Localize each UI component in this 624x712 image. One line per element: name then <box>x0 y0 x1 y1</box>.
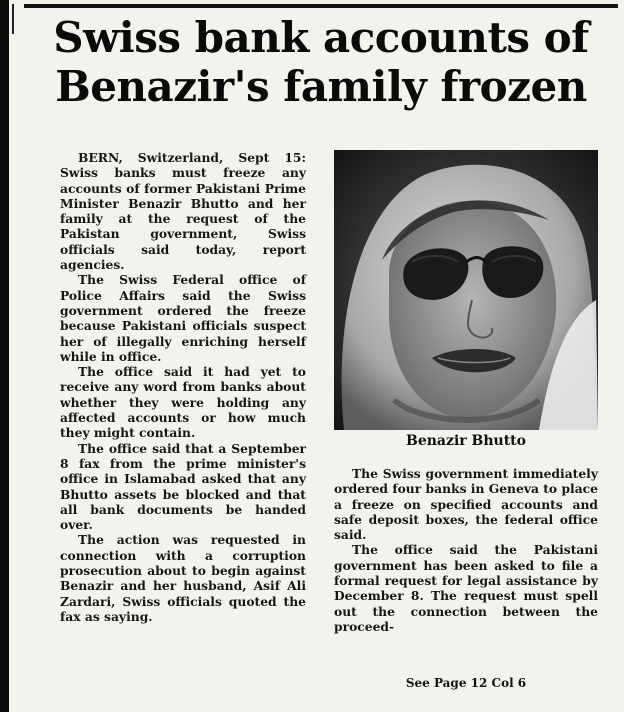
headline <box>24 13 618 111</box>
article-paragraph: The office said it had yet to receive any word from banks about whether they were holding any affected accounts or how much they might contain. <box>60 364 306 441</box>
article-paragraph: The action was requested in connection with a corruption prosecution about to begin against Benazir and her husband, Asif Ali Zardari, Swiss officials quoted the fax as saying. <box>60 532 306 624</box>
article-paragraph: The office said the Pakistani government has been asked to file a formal request for legal assistance by December 8. The request must spell out the connection between the proceed- <box>334 542 598 634</box>
headline-line-2: Benazir's family frozen <box>55 62 587 111</box>
article-paragraph: The Swiss Federal office of Police Affairs said the Swiss government ordered the freeze because Pakistani officials suspect her of illegally enriching herself while in office. <box>60 272 306 364</box>
article-paragraph: The office said that a September 8 fax from the prime minister's office in Islamabad asked that any Bhutto assets be blocked and that all bank documents be handed over. <box>60 440 306 533</box>
top-rule <box>24 4 618 8</box>
article-paragraph: BERN, Switzerland, Sept 15: Swiss banks must freeze any accounts of former Pakistani Prime Minister Benazir Bhutto and her family at the request of the Pakistan government, Swiss officials said today, report agencies. <box>60 150 306 273</box>
portrait-photo <box>334 150 598 430</box>
article-column-left <box>60 150 306 624</box>
headline-line-1: Swiss bank accounts of <box>53 13 589 62</box>
continuation-jump-line: See Page 12 Col 6 <box>405 676 527 690</box>
left-rule-mark <box>12 4 14 34</box>
article-paragraph: The Swiss government immediately ordered four banks in Geneva to place a freeze on specified accounts and safe deposit boxes, the federal office said. <box>334 466 598 543</box>
article-column-right <box>334 466 598 634</box>
photo-caption: Benazir Bhutto <box>406 433 526 449</box>
left-column-rule <box>0 0 9 712</box>
